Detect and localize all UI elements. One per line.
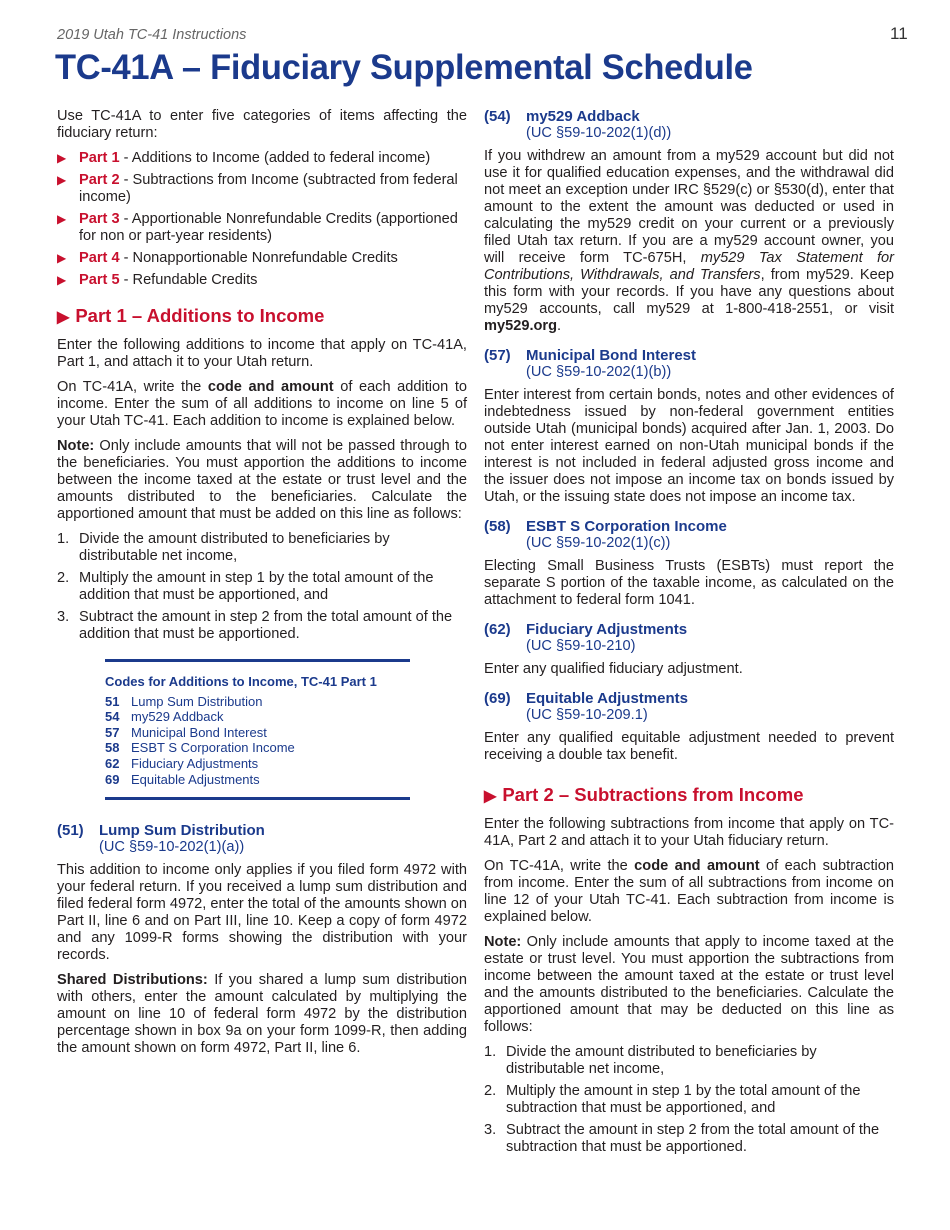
step-number: 3. [484,1122,497,1138]
triangle-bullet-icon: ▶ [57,151,67,165]
item-62-paragraph: Enter any qualified fiduciary adjustment. [484,661,743,677]
intro-paragraph: Use TC-41A to enter five categories of items affecting the fiduciary return: [57,108,467,141]
code-label: Lump Sum Distribution [131,693,263,709]
item-51-paragraph-2 [57,972,467,1057]
text-run: If you shared a lump sum distribution with others, enter the amount calculated by multiplying the amount on line 10 of federal form 4972 by the distribution percentage shown in box 9a on your form 1099-R, then adding the amount shown on form 4972, Part II, line 6. [57,972,467,1057]
list-item [105,725,410,741]
item-54-paragraph [484,148,894,335]
item-reference: (UC §59-10-202(1)(b)) [526,364,672,380]
item-54-heading [484,108,894,142]
part1-heading [57,305,467,329]
step-text: Multiply the amount in step 1 by the total amount of the addition that must be apportioned, and [79,570,434,603]
item-title: Lump Sum Distribution [99,822,265,840]
triangle-bullet-icon: ▶ [57,273,67,287]
triangle-bullet-icon: ▶ [57,173,67,187]
part1-paragraph-1: Enter the following additions to income that apply on TC-41A, Part 1, and attach it to your Utah return. [57,337,467,370]
codes-box-title: Codes for Additions to Income, TC-41 Part 1 [105,674,377,689]
step-text: Subtract the amount in step 2 from the total amount of the subtraction that must be apportioned. [506,1122,880,1155]
item-reference: (UC §59-10-209.1) [526,707,648,723]
list-item [105,772,410,788]
item-51-heading [57,822,467,856]
item-title: ESBT S Corporation Income [526,518,727,535]
part1-heading-text: Part 1 – Additions to Income [75,305,325,326]
item-code: (62) [484,621,511,638]
part-text: - Subtractions from Income (subtracted from federal income) [79,172,458,205]
triangle-heading-icon: ▶ [484,788,497,805]
part-text: - Refundable Credits [119,272,258,288]
list-item [484,1083,894,1117]
item-57-heading [484,347,894,381]
text-run: of each addition to income. Enter the sum of all additions to income on line 5 of your Utah TC-41. Each addition to income is explained below. [57,379,467,429]
item-code: (58) [484,518,511,535]
code-label: my529 Addback [131,709,224,725]
code-number: 54 [105,709,120,725]
part2-steps [484,1044,894,1156]
item-reference: (UC §59-10-202(1)(d)) [526,125,672,141]
part2-heading [484,784,894,808]
page-number: 11 [890,24,908,43]
item-title: my529 Addback [526,108,640,125]
item-57-paragraph: Enter interest from certain bonds, notes and other evidences of indebtedness issued by non-federal government entities outside Utah (municipal bonds) acquired after Jan. 1, 2003. Do not enter interest earned on non-Utah municipal bonds if the interest is not included in federal adjusted gross income and the issuer does not impose an income tax on bonds issued by Utah, or the issuing state does not impose an income tax. [484,387,894,505]
step-number: 1. [57,531,70,547]
item-reference: (UC §59-10-202(1)(a)) [99,839,245,856]
part-label: Part 3 [79,211,120,227]
code-label: Fiduciary Adjustments [131,755,259,771]
italic-run: my529 Tax Statement for Contributions, Withdrawals, and Transfers [484,250,894,283]
item-51-paragraph-1: This addition to income only applies if you filed form 4972 with your federal return. If you received a lump sum distribution and filed federal form 4972, enter the total of the amounts shown on Part II, line 6 and on Part III, line 10. Keep a copy of form 4972 and any 1099-R forms showing the distribution with your records. [57,862,467,964]
list-item [57,150,467,167]
item-69-heading [484,690,894,724]
list-item [57,570,467,604]
part-label: Part 1 [79,150,120,166]
item-code: (51) [57,822,84,840]
step-text: Divide the amount distributed to beneficiaries by distributable net income, [79,531,390,564]
list-item [105,694,410,710]
step-number: 2. [57,570,70,586]
item-code: (57) [484,347,511,364]
item-reference: (UC §59-10-210) [526,638,636,654]
list-item [57,609,467,643]
page-title: TC-41A – Fiduciary Supplemental Schedule [55,48,753,87]
list-item [484,1122,894,1156]
code-label: ESBT S Corporation Income [131,740,295,756]
part2-paragraph-2 [484,858,894,926]
text-run: If you withdrew an amount from a my529 account but did not use it for qualified education expenses, and the withdrawal did not meet an exception under IRC §529(c) or §530(d), enter that amount to the extent the amount was deducted or used in calculating the my529 credit on your current or a previously filed Utah tax return. If you are a my529 account owner, you will receive form TC-675H, [484,148,894,266]
code-number: 51 [105,693,120,709]
item-title: Municipal Bond Interest [526,347,697,364]
list-item [105,709,410,725]
left-column [57,108,467,1065]
part-text: - Additions to Income (added to federal income) [119,150,431,166]
part1-paragraph-2 [57,379,467,430]
item-code: (69) [484,690,511,707]
item-58-heading [484,518,894,552]
note-text: Only include amounts that will not be passed through to the beneficiaries. You must apportion the additions to income between the income taxed at the estate or trust level and the amounts distributed to the beneficiaries. Calculate the apportioned amount that must be added on this line as follows: [57,438,467,522]
list-item [57,250,467,267]
list-item [105,740,410,756]
item-69-paragraph: Enter any qualified equitable adjustment needed to prevent receiving a double tax benefit. [484,730,894,763]
part-text: - Nonapportionable Nonrefundable Credits [119,250,398,266]
code-number: 57 [105,724,120,740]
text-run: On TC-41A, write the [57,379,208,395]
step-number: 2. [484,1083,497,1099]
step-number: 1. [484,1044,497,1060]
item-code: (54) [484,108,511,125]
text-run: of each subtraction from income. Enter the sum of all subtractions from income on line 12 of your Utah TC-41. Each subtraction from income is explained below. [484,858,894,925]
note-label: Note: [484,934,522,950]
item-58-paragraph: Electing Small Business Trusts (ESBTs) must report the separate S portion of the taxable income, as calculated on the attachment to federal form 1041. [484,558,894,608]
part2-paragraph-1: Enter the following subtractions from income that apply on TC-41A, Part 2 and attach it to your Utah fiduciary return. [484,816,894,849]
code-number: 69 [105,771,120,787]
step-text: Multiply the amount in step 1 by the total amount of the subtraction that must be apportioned, and [506,1083,861,1116]
note-text: Only include amounts that apply to income taxed at the estate or trust level. You must apportion the subtractions from income between the amount taxed at the estate or trust level and the amounts distributed to the beneficiaries. Calculate the apportioned amount that may be deducted on this line as follows: [484,934,894,1035]
item-title: Fiduciary Adjustments [526,621,688,638]
right-column [484,108,894,1168]
list-item [484,1044,894,1078]
text-run: On TC-41A, write the [484,858,635,874]
code-label: Municipal Bond Interest [131,724,267,740]
website-link: my529.org [484,318,558,334]
bold-run: Shared Distributions: [57,972,208,989]
codes-box [105,659,410,800]
item-62-heading [484,621,894,655]
step-text: Subtract the amount in step 2 from the total amount of the addition that must be apportioned. [79,609,453,642]
code-number: 62 [105,755,120,771]
code-label: Equitable Adjustments [131,771,260,787]
bold-run: code and amount [634,858,760,874]
list-item [105,756,410,772]
triangle-bullet-icon: ▶ [57,251,67,265]
part-label: Part 2 [79,172,120,188]
part1-note [57,438,467,523]
item-title: Equitable Adjustments [526,690,688,707]
step-text: Divide the amount distributed to beneficiaries by distributable net income, [506,1044,817,1077]
part-text: - Apportionable Nonrefundable Credits (apportioned for non or part-year residents) [79,211,458,244]
text-run: , from my529. Keep this form with your records. If you have any questions about my529 accounts, call my529 at 1-800-418-2551, or visit [484,267,894,317]
code-number: 58 [105,740,120,756]
triangle-heading-icon: ▶ [57,309,70,326]
text-run: . [557,318,562,334]
document-subtitle: 2019 Utah TC-41 Instructions [57,27,247,43]
item-reference: (UC §59-10-202(1)(c)) [526,535,671,551]
part-label: Part 4 [79,250,120,266]
list-item [57,172,467,206]
step-number: 3. [57,609,70,625]
list-item [57,211,467,245]
triangle-bullet-icon: ▶ [57,212,67,226]
note-label: Note: [57,438,95,454]
part2-heading-text: Part 2 – Subtractions from Income [502,784,804,805]
list-item [57,272,467,289]
parts-list [57,150,467,289]
part2-note [484,934,894,1036]
bold-run: code and amount [207,379,334,395]
part-label: Part 5 [79,272,120,288]
part1-steps [57,531,467,643]
list-item [57,531,467,565]
